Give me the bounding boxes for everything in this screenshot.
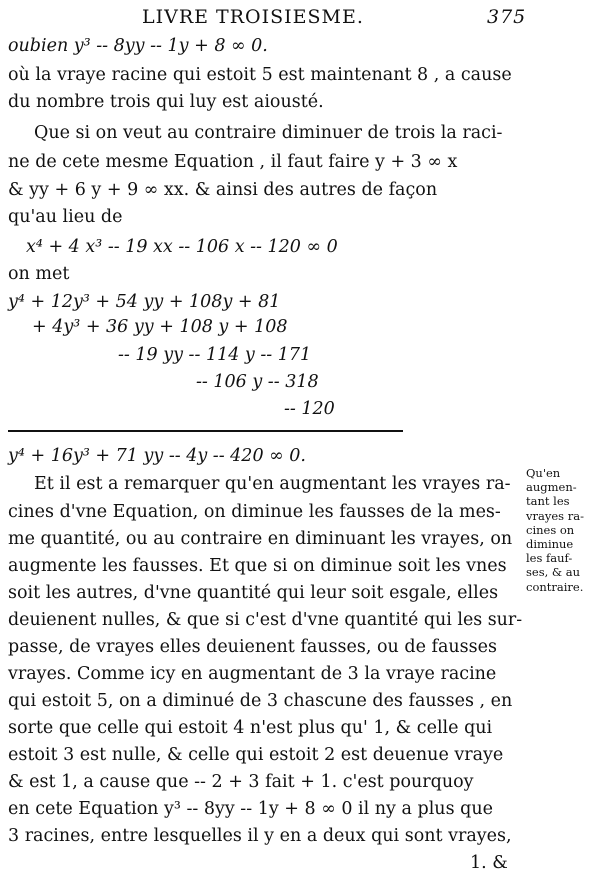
- text-line: estoit 3 est nulle, & celle qui estoit 2 est deuenue vraye: [8, 745, 504, 765]
- text-line: du nombre trois qui luy est aiousté.: [8, 92, 324, 112]
- equation-row: -- 120: [284, 399, 335, 419]
- margin-note-line: vrayes ra-: [526, 508, 584, 523]
- running-head: LIVRE TROISIESME.: [142, 6, 364, 28]
- equation-row: -- 19 yy -- 114 y -- 171: [118, 345, 312, 365]
- text-line: cines d'vne Equation, on diminue les fausses de la mes-: [8, 502, 501, 522]
- text-line: 3 racines, entre lesquelles il y en a deux qui sont vrayes,: [8, 826, 512, 846]
- text-line: soit les autres, d'vne quantité qui leur soit esgale, elles: [8, 583, 499, 603]
- equation-start: x⁴ + 4 x³ -- 19 xx -- 106 x -- 120 ∞ 0: [26, 237, 338, 257]
- margin-note: [526, 466, 598, 594]
- margin-note-line: augmen-: [526, 480, 577, 495]
- page-number: 375: [487, 6, 527, 28]
- margin-note-line: diminue: [526, 537, 574, 552]
- text-line: Et il est a remarquer qu'en augmentant les vrayes ra-: [34, 474, 511, 494]
- margin-note-line: Qu'en: [526, 466, 561, 480]
- text-line: vrayes. Comme icy en augmentant de 3 la vraye racine: [8, 664, 497, 684]
- equation-row: + 4y³ + 36 yy + 108 y + 108: [32, 317, 288, 337]
- text-line: me quantité, ou au contraire en diminuant les vrayes, on: [8, 529, 513, 549]
- catchword: 1. &: [470, 853, 508, 873]
- equation-row: -- 106 y -- 318: [196, 372, 319, 392]
- text-line: sorte que celle qui estoit 4 n'est plus qu' 1, & celle qui: [8, 718, 493, 738]
- margin-note-line: cines on: [526, 522, 575, 537]
- margin-note-line: ses, & au: [526, 565, 581, 580]
- text-line: en cete Equation y³ -- 8yy -- 1y + 8 ∞ 0 il ny a plus que: [8, 799, 493, 819]
- margin-note-line: les fauf-: [526, 551, 573, 566]
- text-line: deuienent nulles, & que si c'est d'vne quantité qui les sur-: [8, 610, 523, 630]
- text-line: ne de cete mesme Equation , il faut faire y + 3 ∞ x: [8, 152, 458, 172]
- text-line: on met: [8, 264, 70, 284]
- equation-row: y⁴ + 12y³ + 54 yy + 108y + 81: [8, 292, 281, 312]
- sum-rule: [8, 430, 403, 432]
- text-line: qu'au lieu de: [8, 207, 123, 227]
- margin-note-line: tant les: [526, 494, 570, 509]
- text-line: oubien y³ -- 8yy -- 1y + 8 ∞ 0.: [8, 36, 268, 56]
- text-line: où la vraye racine qui estoit 5 est maintenant 8 , a cause: [8, 65, 512, 85]
- text-line: augmente les fausses. Et que si on diminue soit les vnes: [8, 556, 507, 576]
- text-line: & est 1, a cause que -- 2 + 3 fait + 1. c'est pourquoy: [8, 772, 474, 792]
- text-line: Que si on veut au contraire diminuer de trois la raci-: [34, 123, 503, 143]
- equation-result: y⁴ + 16y³ + 71 yy -- 4y -- 420 ∞ 0.: [8, 446, 306, 466]
- text-line: qui estoit 5, on a diminué de 3 chascune des fausses , en: [8, 691, 513, 711]
- text-line: & yy + 6 y + 9 ∞ xx. & ainsi des autres de façon: [8, 180, 438, 200]
- margin-note-line: contraire.: [526, 579, 584, 594]
- text-line: passe, de vrayes elles deuienent fausses, ou de fausses: [8, 637, 497, 657]
